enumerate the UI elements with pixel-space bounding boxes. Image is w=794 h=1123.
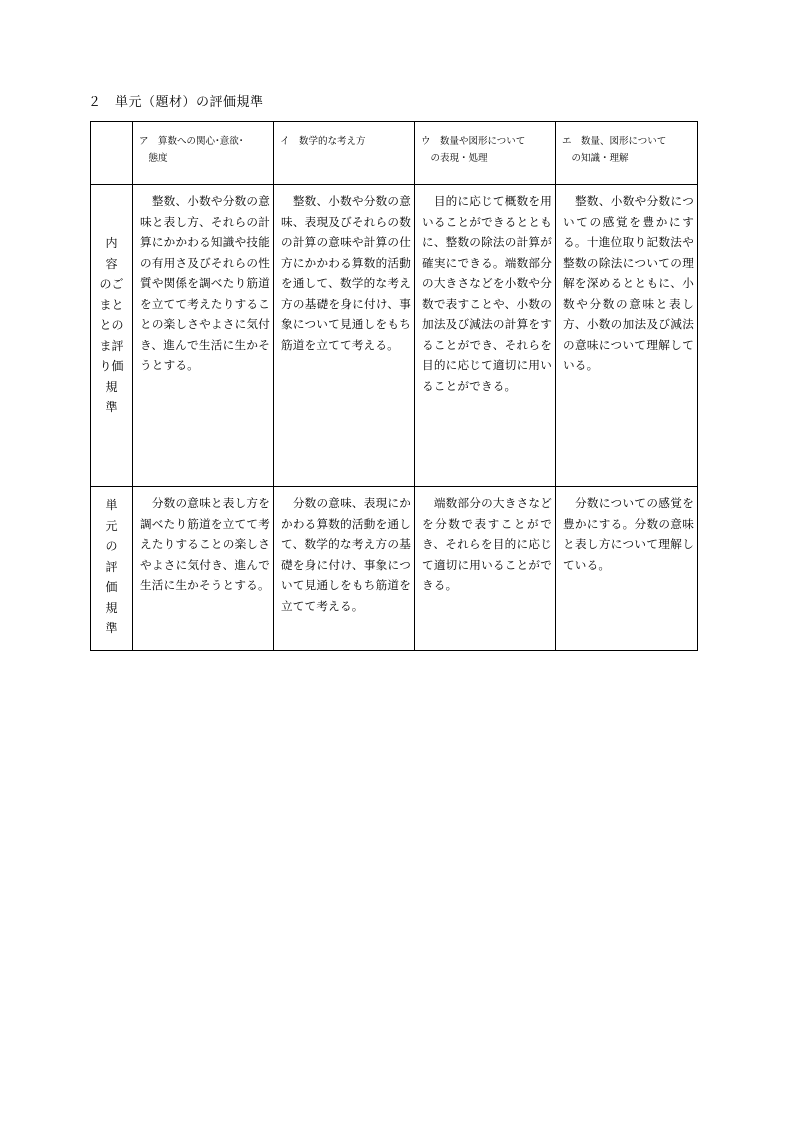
table-cell: 整数、小数や分数の意味、表現及びそれらの数の計算の意味や計算の仕方にかかわる算数的活動を通して、数学的な考え方の基礎を身に付け、事象について見通しをもち筋道を立てて考える。 bbox=[274, 185, 415, 487]
column-header-knowledge: エ 数量、図形について の知識・理解 bbox=[556, 122, 698, 185]
column-header-expression: ウ 数量や図形について の表現・処理 bbox=[415, 122, 556, 185]
table-cell: 整数、小数や分数についての感覚を豊かにする。十進位取り記数法や整数の除法についての理解を深めるとともに、小数や分数の意味と表し方、小数の加法及び減法の意味について理解している。 bbox=[556, 185, 698, 487]
table-cell: 分数の意味と表し方を調べたり筋道を立てて考えたりすることの楽しさやよさに気付き、進んで生活に生かそうとする。 bbox=[133, 487, 274, 651]
table-header-row bbox=[91, 122, 698, 185]
section-heading: ２ 単元（題材）の評価規準 bbox=[88, 95, 264, 110]
table-cell: 端数部分の大きさなどを分数で表すことができ、それらを目的に応じて適切に用いることができる。 bbox=[415, 487, 556, 651]
table-row bbox=[91, 185, 698, 487]
row-header-content-criteria: 内 容 のご まと との ま評 り価 規 準 bbox=[91, 185, 133, 487]
table-cell: 目的に応じて概数を用いることができるとともに、整数の除法の計算が確実にできる。端数部分の大きさなどを小数や分数で表すことや、小数の加法及び減法の計算をすることができ、それらを目的に応じて適切に用いることができる。 bbox=[415, 185, 556, 487]
evaluation-criteria-table bbox=[90, 121, 698, 651]
column-header-interest: ア 算数への関心･意欲･ 態度 bbox=[133, 122, 274, 185]
row-header-unit-criteria: 単 元 の 評 価 規 準 bbox=[91, 487, 133, 651]
column-header-thinking: イ 数学的な考え方 bbox=[274, 122, 415, 185]
table-cell: 分数の意味、表現にかかわる算数的活動を通して、数学的な考え方の基礎を身に付け、事象について見通しをもち筋道を立てて考える。 bbox=[274, 487, 415, 651]
table-row bbox=[91, 487, 698, 651]
table-cell: 分数についての感覚を豊かにする。分数の意味と表し方について理解している。 bbox=[556, 487, 698, 651]
header-corner-cell bbox=[91, 122, 133, 185]
table-cell: 整数、小数や分数の意味と表し方、それらの計算にかかわる知識や技能の有用さ及びそれらの性質や関係を調べたり筋道を立てて考えたりすることの楽しさやよさに気付き、進んで生活に生かそうとする。 bbox=[133, 185, 274, 487]
